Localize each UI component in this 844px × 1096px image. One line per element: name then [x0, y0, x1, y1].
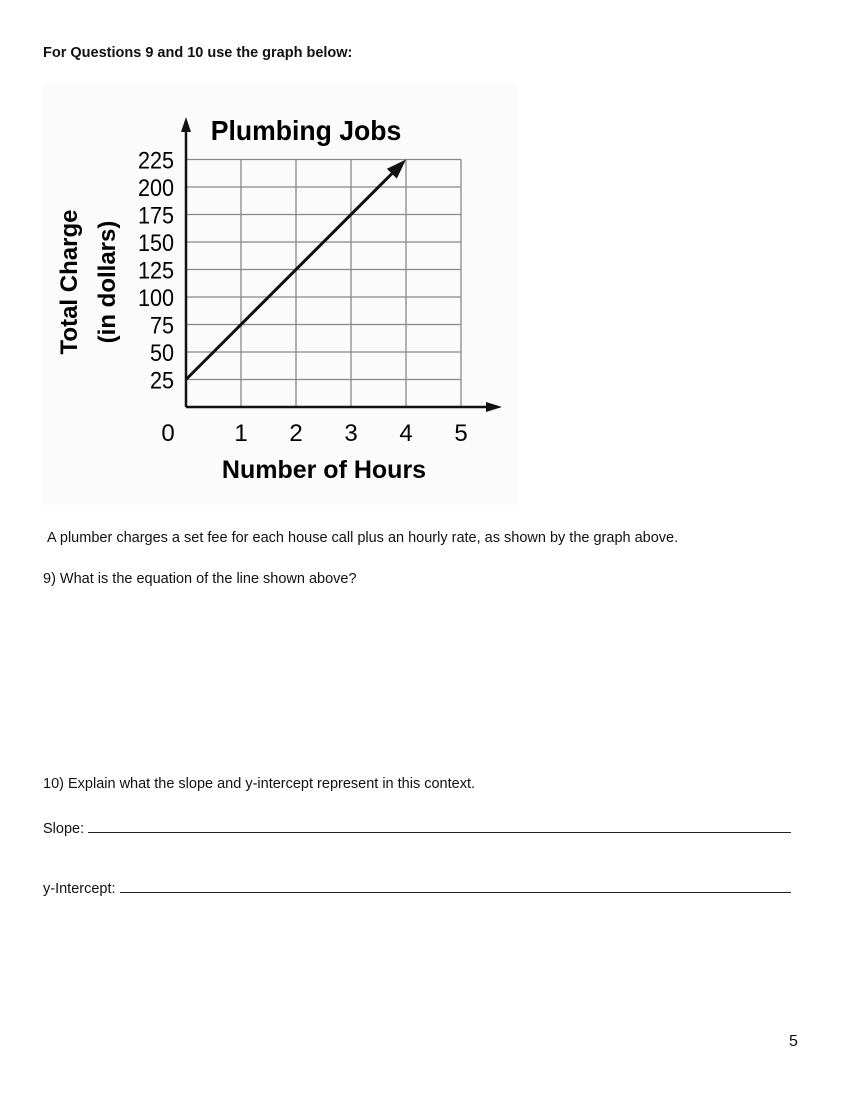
y-axis-label-line2: (in dollars)	[94, 220, 121, 344]
y-tick-label: 25	[149, 366, 174, 394]
slope-label: Slope:	[43, 821, 85, 837]
y-tick-label: 225	[137, 146, 174, 174]
y-tick-label: 200	[137, 173, 174, 202]
slope-answer-line[interactable]	[88, 818, 791, 833]
y-axis-arrow-icon	[181, 117, 191, 132]
y-tick-label: 150	[137, 228, 174, 257]
x-tick-label: 2	[289, 420, 303, 447]
plumbing-jobs-chart	[42, 82, 518, 505]
intercept-label: y-Intercept:	[43, 881, 116, 897]
y-tick-label: 125	[137, 256, 174, 284]
x-tick-label: 1	[234, 420, 248, 447]
page-number: 5	[789, 1033, 798, 1050]
x-tick-label: 5	[454, 420, 468, 447]
y-tick-label: 100	[137, 283, 174, 312]
intercept-answer-row	[43, 878, 791, 897]
slope-answer-row	[43, 818, 791, 837]
y-tick-label: 50	[149, 338, 174, 367]
x-tick-label: 0	[161, 420, 175, 447]
instructions-heading: For Questions 9 and 10 use the graph below:	[43, 45, 353, 61]
x-axis-label: Number of Hours	[221, 456, 427, 484]
question-10: 10) Explain what the slope and y-intercept represent in this context.	[43, 776, 476, 792]
chart-title: Plumbing Jobs	[210, 114, 402, 147]
data-line	[186, 166, 400, 380]
y-tick-label: 75	[149, 311, 174, 339]
x-tick-label: 4	[399, 420, 413, 447]
question-9: 9) What is the equation of the line shown above?	[43, 571, 357, 587]
x-axis-arrow-icon	[486, 402, 502, 412]
intercept-answer-line[interactable]	[120, 878, 791, 893]
y-tick-label: 175	[137, 201, 174, 229]
y-axis-label-line1: Total Charge	[56, 209, 83, 355]
context-text: A plumber charges a set fee for each house call plus an hourly rate, as shown by the graph above.	[47, 530, 679, 546]
x-tick-label: 3	[344, 420, 358, 447]
